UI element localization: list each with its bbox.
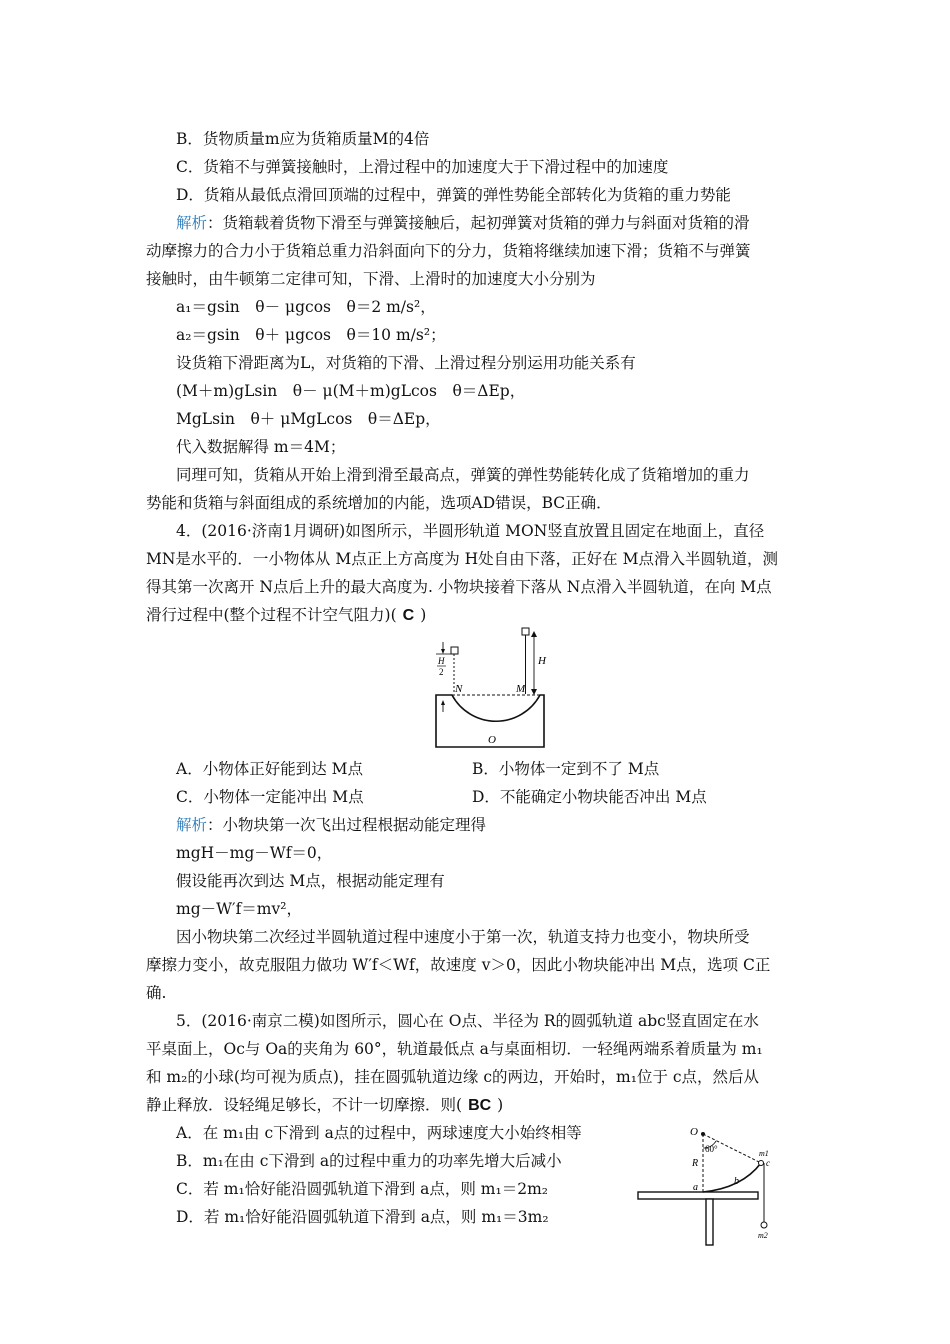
q4-analysis-label: 解析 bbox=[176, 816, 208, 834]
q4-stem-line-1: 4．(2016·济南1月调研)如图所示，半圆形轨道 MON竖直放置且固定在地面上，直径 bbox=[176, 522, 765, 540]
q3-setup-line: 设货箱下滑距离为L，对货箱的下滑、上滑过程分别运用功能关系有 bbox=[176, 354, 636, 372]
q3-equation-1: a₁＝gsin θ－ μgcos θ＝2 m/s²， bbox=[176, 298, 436, 316]
q3-analysis-label: 解析 bbox=[176, 214, 208, 232]
q3-equation-2: a₂＝gsin θ＋ μgcos θ＝10 m/s²； bbox=[176, 326, 446, 344]
q5-stem-line-1: 5．(2016·南京二模)如图所示，圆心在 O点、半径为 R的圆弧轨道 abc竖直固定在水 bbox=[176, 1012, 759, 1030]
q4-label-o: O bbox=[488, 734, 496, 746]
q4-equation-1: mgH－mg－Wf＝0， bbox=[176, 844, 333, 862]
q5-center-o bbox=[701, 1132, 705, 1136]
q4-equation-2: mg－W′f＝mv²， bbox=[176, 900, 302, 918]
q3-option-d: D．货箱从最低点滑回顶端的过程中，弹簧的弹性势能全部转化为货箱的重力势能 bbox=[176, 186, 731, 204]
q5-table-top bbox=[638, 1192, 758, 1199]
q3-equation-3: (M＋m)gLsin θ－ μ(M＋m)gLcos θ＝ΔEp， bbox=[176, 382, 526, 400]
q4-analysis-line-1: 解析：小物块第一次飞出过程根据动能定理得 bbox=[176, 816, 487, 834]
q5-figure bbox=[630, 1126, 780, 1250]
q5-answer: BC bbox=[468, 1097, 492, 1114]
q3-conclusion-line-1: 同理可知，货箱从开始上滑到滑至最高点，弹簧的弹性势能转化成了货箱增加的重力 bbox=[176, 466, 750, 484]
q4-label-m: M bbox=[516, 683, 526, 695]
q5-stem-line-3: 和 m₂的小球(均可视为质点)，挂在圆弧轨道边缘 c的两边，开始时，m₁位于 c点，然后从 bbox=[146, 1068, 760, 1086]
q4-option-b: B．小物体一定到不了 M点 bbox=[472, 760, 660, 778]
q4-stem-line-2: MN是水平的．一小物体从 M点正上方高度为 H处自由下落，正好在 M点滑入半圆轨道，测 bbox=[146, 550, 778, 568]
q4-label-h: H bbox=[538, 655, 546, 667]
q4-stem-line-4: 滑行过程中(整个过程不计空气阻力)( C ) bbox=[146, 606, 427, 624]
q4-block-right bbox=[522, 628, 529, 635]
q5-stem-line-4: 静止释放．设轻绳足够长，不计一切摩擦．则( BC ) bbox=[146, 1096, 504, 1114]
q4-answer: C bbox=[402, 607, 415, 624]
q4-option-d: D．不能确定小物块能否冲出 M点 bbox=[472, 788, 707, 806]
q4-block-left bbox=[451, 647, 458, 654]
q4-conclusion-line-1: 因小物块第二次经过半圆轨道过程中速度小于第一次，轨道支持力也变小，物块所受 bbox=[176, 928, 750, 946]
q5-label-r: R bbox=[692, 1158, 699, 1169]
q4-analysis-line-2: 假设能再次到达 M点，根据动能定理有 bbox=[176, 872, 445, 890]
q5-ball-m1 bbox=[759, 1161, 764, 1166]
q5-arc-track bbox=[703, 1163, 761, 1192]
q3-analysis-line-2: 动摩擦力的合力小于货箱总重力沿斜面向下的分力，货箱将继续加速下滑；货箱不与弹簧 bbox=[146, 242, 751, 260]
q3-option-c: C．货箱不与弹簧接触时，上滑过程中的加速度大于下滑过程中的加速度 bbox=[176, 158, 669, 176]
q5-option-c: C．若 m₁恰好能沿圆弧轨道下滑到 a点，则 m₁＝2m₂ bbox=[176, 1180, 548, 1198]
q5-label-b: b bbox=[734, 1176, 739, 1187]
q4-label-half-den: 2 bbox=[439, 667, 444, 677]
q5-ball-m2 bbox=[761, 1222, 767, 1228]
q4-conclusion-line-2: 摩擦力变小，故克服阻力做功 W′f＜Wf，故速度 v＞0，因此小物块能冲出 M点，选项 C正 bbox=[146, 956, 771, 974]
q3-analysis-line-3: 接触时，由牛顿第二定律可知，下滑、上滑时的加速度大小分别为 bbox=[146, 270, 596, 288]
q4-conclusion-line-3: 确. bbox=[146, 984, 167, 1002]
q5-stem-line-2: 平桌面上，Oc与 Oa的夹角为 60°，轨道最低点 a与桌面相切．一轻绳两端系着质量为 m₁ bbox=[146, 1040, 763, 1058]
q5-option-b: B．m₁在由 c下滑到 a的过程中重力的功率先增大后减小 bbox=[176, 1152, 562, 1170]
q5-label-m1: m1 bbox=[759, 1149, 769, 1158]
q4-label-n: N bbox=[455, 683, 463, 695]
q5-label-c: c bbox=[766, 1158, 770, 1168]
q5-label-o: O bbox=[690, 1126, 698, 1138]
q5-table-leg bbox=[706, 1199, 713, 1245]
q4-option-c: C．小物体一定能冲出 M点 bbox=[176, 788, 364, 806]
q5-label-m2: m2 bbox=[758, 1231, 768, 1240]
q4-label-half-num: H bbox=[438, 656, 445, 666]
q3-equation-4: MgLsin θ＋ μMgLcos θ＝ΔEp， bbox=[176, 410, 441, 428]
q4-figure bbox=[432, 624, 552, 752]
q5-label-a: a bbox=[693, 1182, 698, 1193]
q3-conclusion-line-2: 势能和货箱与斜面组成的系统增加的内能，选项AD错误，BC正确． bbox=[146, 494, 612, 512]
q3-option-b: B．货物质量m应为货箱质量M的4倍 bbox=[176, 130, 430, 148]
q5-option-d: D．若 m₁恰好能沿圆弧轨道下滑到 a点，则 m₁＝3m₂ bbox=[176, 1208, 549, 1226]
q5-label-angle: 60° bbox=[705, 1144, 718, 1154]
q3-equation-5: 代入数据解得 m＝4M； bbox=[176, 438, 346, 456]
q4-stem-line-3: 得其第一次离开 N点后上升的最大高度为. 小物块接着下落从 N点滑入半圆轨道，在向 M点 bbox=[146, 578, 772, 596]
q3-analysis-line-1: 解析：货箱载着货物下滑至与弹簧接触后，起初弹簧对货箱的弹力与斜面对货箱的滑 bbox=[176, 214, 750, 232]
q4-option-a: A．小物体正好能到达 M点 bbox=[176, 760, 363, 778]
q5-option-a: A．在 m₁由 c下滑到 a点的过程中，两球速度大小始终相等 bbox=[176, 1124, 582, 1142]
